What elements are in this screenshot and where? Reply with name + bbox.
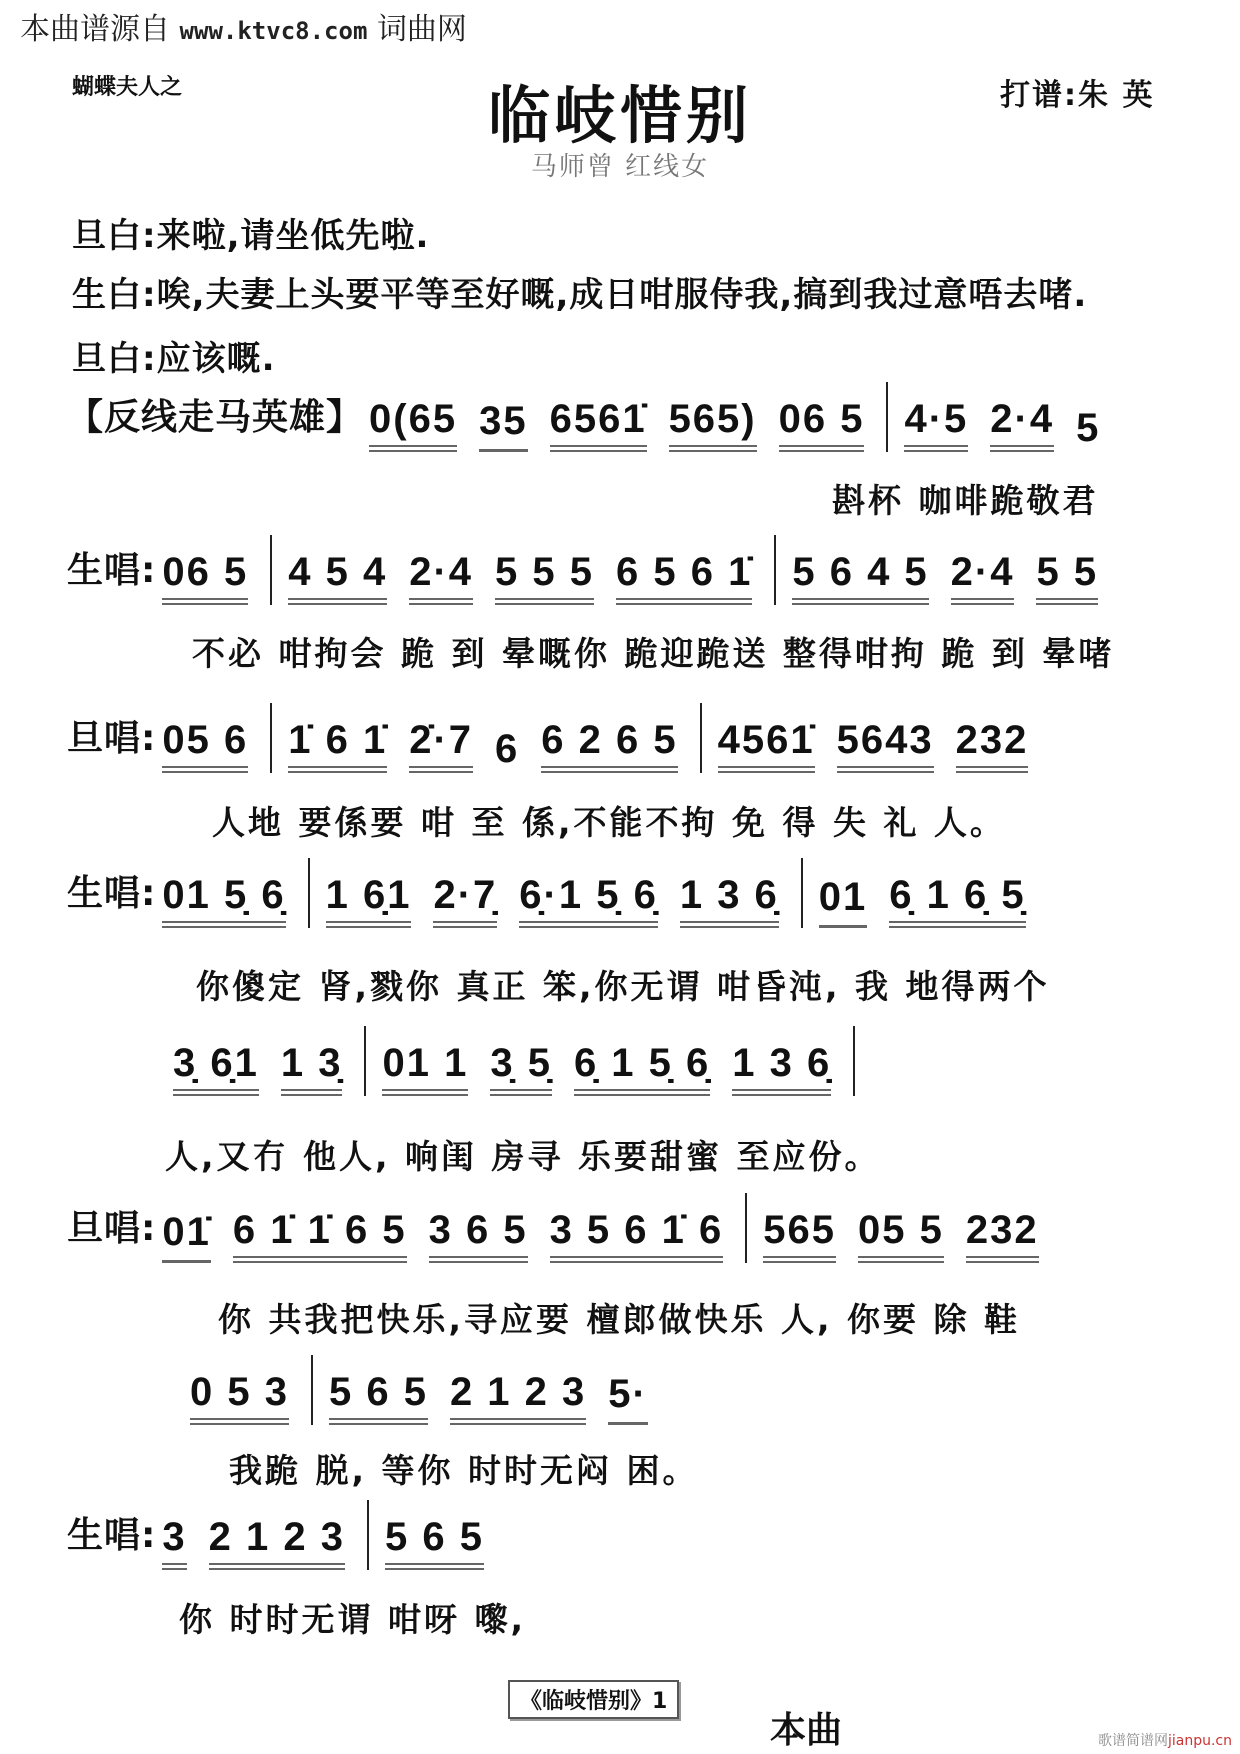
song-title: 临岐惜别 — [487, 79, 752, 152]
note-group: 5 6 5 — [329, 1370, 428, 1425]
watermark-prefix: 本曲谱源自 — [20, 12, 170, 47]
note-group: 6 1̇ 1̇ 6 5 — [233, 1208, 407, 1263]
dialog-line: 旦白:应该嘅. — [72, 339, 276, 379]
note-group: 4·5 — [904, 397, 968, 452]
note-group: 01 1 — [382, 1041, 468, 1096]
note-group: 05 6 — [162, 718, 248, 773]
note-group: 0(65 — [369, 397, 457, 452]
notation-row — [67, 868, 1048, 928]
barline — [801, 858, 803, 928]
notation-row — [67, 392, 1122, 452]
notation-row — [67, 545, 1120, 605]
note-group: 2·4 — [951, 550, 1015, 605]
barline — [364, 1026, 366, 1096]
note-group: 6 2 6 5 — [541, 718, 677, 773]
note-group: 06 5 — [162, 550, 248, 605]
barline — [853, 1026, 855, 1096]
note-group: 01 5̣ 6̣ — [162, 873, 285, 928]
note-group: 2 1 2 3 — [209, 1515, 345, 1570]
note-group: 5 — [1076, 406, 1101, 450]
note-group: 05 5 — [858, 1208, 944, 1263]
barline — [700, 703, 702, 773]
note-group: 4561̇ — [718, 718, 815, 773]
note-group: 232 — [966, 1208, 1039, 1263]
notation-row — [173, 1036, 871, 1096]
note-group: 6̣ 1 5̣ 6̣ — [574, 1041, 710, 1096]
note-group: 2 1 2 3 — [450, 1370, 586, 1425]
note-group: 2·7̣ — [433, 873, 497, 928]
note-group: 5· — [608, 1372, 648, 1425]
site-name: 歌谱简谱网 — [1097, 1733, 1168, 1749]
note-group: 01̇ — [162, 1210, 211, 1263]
part-label: 旦唱: — [67, 1208, 157, 1249]
note-group: 6 5 6 1̇ — [616, 550, 752, 605]
note-group: 3 — [162, 1515, 186, 1570]
lyrics-line: 我跪 脱, 等你 时时无闷 困。 — [229, 1451, 699, 1490]
site-url: jianpu.cn — [1167, 1733, 1232, 1749]
note-group: 3 5 6 1̇ 6 — [550, 1208, 724, 1263]
note-group: 5 6 4 5 — [792, 550, 928, 605]
lyrics-line: 你 时时无谓 咁呀 嚟, — [179, 1600, 527, 1639]
barline — [308, 858, 310, 928]
note-group: 35 — [479, 399, 528, 452]
note-group: 1 6̣1 — [326, 873, 412, 928]
note-group: 1̇ 6 1̇ — [288, 718, 387, 773]
part-label: 生唱: — [67, 873, 157, 914]
note-group: 1 3 6̣ — [732, 1041, 831, 1096]
note-group: 3 6 5 — [429, 1208, 528, 1263]
source-watermark — [20, 4, 467, 48]
dialog-line: 旦白:来啦,请坐低先啦. — [72, 216, 430, 256]
page-label: 《临岐惜别》1 — [508, 1680, 679, 1719]
note-group: 1 3 6̣ — [680, 873, 779, 928]
barline — [270, 535, 272, 605]
part-label: 生唱: — [67, 550, 157, 591]
note-group: 3̣ 5̣ — [490, 1041, 552, 1096]
performers: 马师曾 红线女 — [530, 152, 710, 182]
note-group: 232 — [956, 718, 1029, 773]
note-group: 565 — [763, 1208, 836, 1263]
note-group: 5 5 — [1036, 550, 1098, 605]
notation-row — [67, 1203, 1061, 1263]
barline — [367, 1500, 369, 1570]
note-group: 5 6 5 — [385, 1515, 484, 1570]
watermark-url: www.ktvc8.com — [179, 17, 368, 45]
note-group: 06 5 — [779, 397, 865, 452]
lyrics-line: 斟杯 咖啡跪敬君 — [832, 481, 1099, 520]
note-group: 2̇·7 — [409, 718, 473, 773]
notation-row — [190, 1365, 670, 1425]
barline — [886, 382, 888, 452]
note-group: 4 5 4 — [288, 550, 387, 605]
note-group: 6 — [495, 727, 520, 771]
arranger: 打谱:朱 英 — [1000, 78, 1155, 113]
dialog-line: 生白:唉,夫妻上头要平等至好嘅,成日咁服侍我,搞到我过意唔去啫. — [72, 275, 1088, 315]
watermark-suffix: 词曲网 — [376, 12, 467, 47]
site-watermark — [1098, 1730, 1232, 1750]
part-label: 【反线走马英雄】 — [67, 397, 364, 438]
lyrics-line: 不必 咁拘会 跪 到 晕嘅你 跪迎跪送 整得咁拘 跪 到 晕啫 — [192, 634, 1115, 673]
note-group: 2·4 — [409, 550, 473, 605]
barline — [311, 1355, 313, 1425]
note-group: 565) — [669, 397, 757, 452]
lyrics-line: 你傻定 肾,戮你 真正 笨,你无谓 咁昏沌, 我 地得两个 — [196, 967, 1050, 1006]
note-group: 01 — [819, 875, 868, 928]
part-label: 生唱: — [67, 1515, 157, 1556]
note-group: 6̣·1 5̣ 6̣ — [519, 873, 658, 928]
note-group: 2·4 — [990, 397, 1054, 452]
lyrics-line: 人地 要係要 咁 至 係,不能不拘 免 得 失 礼 人。 — [212, 803, 1006, 842]
footer-fragment: 本曲 — [770, 1710, 843, 1751]
lyrics-line: 你 共我把快乐,寻应要 檀郎做快乐 人, 你要 除 鞋 — [218, 1300, 1021, 1339]
notation-row — [67, 1510, 506, 1570]
note-group: 3̣ 6̣1 — [173, 1041, 259, 1096]
part-label: 旦唱: — [67, 718, 157, 759]
note-group: 6561̇ — [550, 397, 647, 452]
notation-row — [67, 713, 1050, 773]
series-name: 蝴蝶夫人之 — [72, 75, 183, 100]
note-group: 1 3̣ — [281, 1041, 343, 1096]
note-group: 0 5 3 — [190, 1370, 289, 1425]
barline — [270, 703, 272, 773]
lyrics-line: 人,又冇 他人, 响闺 房寻 乐要甜蜜 至应份。 — [165, 1137, 881, 1176]
note-group: 5643 — [837, 718, 934, 773]
note-group: 6̣ 1 6̣ 5̣ — [889, 873, 1025, 928]
barline — [774, 535, 776, 605]
note-group: 5 5 5 — [495, 550, 594, 605]
barline — [745, 1193, 747, 1263]
